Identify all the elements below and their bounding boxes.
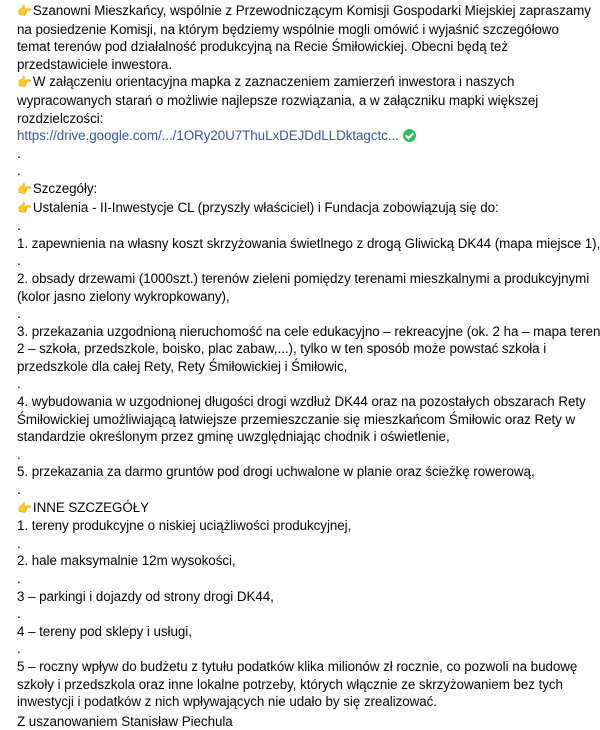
separator-dot-text: . <box>17 571 21 586</box>
separator-dot-text: . <box>17 535 21 551</box>
pointing-hand-icon: 👉 <box>17 500 32 515</box>
separator-dot-text: . <box>17 163 21 179</box>
details-heading <box>17 180 592 199</box>
separator-dot-text: . <box>17 306 21 322</box>
agreement-line <box>17 288 592 306</box>
pointing-hand-icon: 👉 <box>17 181 32 196</box>
agreement-line <box>17 463 592 481</box>
separator-dot <box>17 446 592 464</box>
separator-dot <box>17 570 592 588</box>
separator-dot <box>17 162 592 180</box>
intro-line <box>17 56 592 74</box>
other-line <box>17 676 592 694</box>
agreement-line-text: 1. zapewnienia na własny koszt skrzyżowania świetlnego z drogą Gliwicką DK44 (mapa miejsce 1), <box>17 235 600 251</box>
intro-line-text: W załączeniu orientacyjna mapka z zaznaczeniem zamierzeń inwestora i naszych <box>32 74 515 90</box>
intro-line-text: na posiedzenie Komisji, na którym będziemy wspólnie mogli omówić i wyjaśnić szczegółowo <box>17 21 559 37</box>
separator-dot <box>17 252 592 270</box>
pointing-hand-icon: 👉 <box>17 4 32 18</box>
agreement-line <box>17 411 592 429</box>
agreement-line-text: 3. przekazania uzgodnioną nieruchomość na cele edukacyjno – rekreacyjne (ok. 2 ha – mapa teren <box>17 323 600 339</box>
intro-line <box>17 21 592 39</box>
agreement-line-text: Śmiłowickiej umożliwiającą łatwiejsze przemieszczanie się mieszkańcom Śmiłowic oraz Rety w <box>17 411 576 427</box>
agreement-line-text: 2 – szkoła, przedszkole, boisko, plac zabaw,...), tylko w ten sposób może powstać szkoła i <box>17 341 547 357</box>
agreement-line-text: (kolor jasno zielony wykropkowany), <box>17 288 230 304</box>
other-line-text: 2. hale maksymalnie 12m wysokości, <box>17 553 236 569</box>
attachment-link-row <box>17 127 592 145</box>
other-line <box>17 552 592 570</box>
agreement-line-text: 4. wybudowania w uzgodnionej długości drogi wzdłuż DK44 oraz na pozostałych obszarach Rety <box>17 394 586 410</box>
other-line <box>17 693 592 711</box>
separator-dot <box>17 481 592 499</box>
intro-line <box>17 2 592 21</box>
separator-dot-text: . <box>17 446 21 462</box>
pointing-hand-icon: 👉 <box>17 200 32 215</box>
separator-dot <box>17 535 592 553</box>
separator-dot <box>17 605 592 623</box>
other-heading-text: INNE SZCZEGÓŁY <box>32 499 150 515</box>
separator-dot-text: . <box>17 253 21 269</box>
intro-line-text: przedstawiciele inwestora. <box>17 56 172 72</box>
other-line <box>17 517 592 535</box>
agreement-line <box>17 323 600 341</box>
attachment-link[interactable]: https://drive.google.com/.../1ORy20U7ThuLxDEJDdLLDktagctc... <box>17 128 399 144</box>
intro-line <box>17 110 592 128</box>
details-heading-text: Szczegóły: <box>32 180 98 196</box>
separator-dot-text: . <box>17 376 21 392</box>
separator-dot <box>17 217 592 235</box>
other-line <box>17 588 592 606</box>
signature-text: Z uszanowaniem Stanisław Piechula <box>17 713 233 729</box>
separator-dot <box>17 640 592 658</box>
agreement-line-text: 5. przekazania za darmo gruntów pod drogi uchwalone w planie oraz ścieżkę rowerową, <box>17 464 535 480</box>
agreement-line-text: 2. obsady drzewami (1000szt.) terenów zieleni pomiędzy terenami mieszkalnymi a produkcyjnymi <box>17 270 590 286</box>
intro-line <box>17 38 592 56</box>
separator-dot-text: . <box>17 218 21 234</box>
other-line-text: 5 – roczny wpływ do budżetu z tytułu podatków klika milionów zł rocznie, co pozwoli na budowę <box>17 658 578 674</box>
check-mark-icon <box>403 129 416 142</box>
agreement-line <box>17 428 592 446</box>
pointing-hand-icon: 👉 <box>17 75 32 90</box>
agreement-line <box>17 358 592 376</box>
signature <box>17 713 592 730</box>
other-line-text: 1. tereny produkcyjne o niskiej uciążliwości produkcyjnej, <box>17 518 352 534</box>
agreement-line-text: przedszkole dla całej Rety, Rety Śmiłowickiej i Śmiłowic, <box>17 358 348 374</box>
agreement-line <box>17 270 592 288</box>
other-line-text: szkoły i przedszkola oraz inne lokalne potrzeby, których włącznie ze skrzyżowaniem bez tych <box>17 676 563 692</box>
agreement-line <box>17 235 600 253</box>
agreements-intro-text: Ustalenia - II-Inwestycje CL (przyszły właściciel) i Fundacja zobowiązują się do: <box>32 199 499 215</box>
other-line <box>17 623 592 641</box>
other-line <box>17 658 592 676</box>
separator-dot-text: . <box>17 145 21 161</box>
agreements-intro <box>17 199 592 218</box>
separator-dot-text: . <box>17 606 21 622</box>
separator-dot-text: . <box>17 482 21 498</box>
other-heading <box>17 499 592 518</box>
intro-line <box>17 73 592 92</box>
separator-dot-text: . <box>17 641 21 657</box>
separator-dot <box>17 305 592 323</box>
separator-dot <box>17 145 592 163</box>
other-line-text: inwestycji i podatków z nich wpływających nie udało by się zrealizować. <box>17 694 437 710</box>
intro-line <box>17 92 592 110</box>
intro-line-text: wypracowanych starań o możliwie najlepsze rozwiązania, a w załączniku mapki większej <box>17 92 539 108</box>
intro-line-text: rozdzielczości: <box>17 110 104 126</box>
separator-dot <box>17 375 592 393</box>
intro-line-text: Szanowni Mieszkańcy, wspólnie z Przewodniczącym Komisji Gospodarki Miejskiej zapraszamy <box>32 3 591 18</box>
other-line-text: 3 – parkingi i dojazdy od strony drogi DK44, <box>17 588 274 604</box>
intro-line-text: temat terenów pod działalność produkcyjną na Recie Śmiłowickiej. Obecni będą też <box>17 39 508 55</box>
agreement-line-text: standardzie określonym przez gminę uwzględniając chodnik i oświetlenie, <box>17 429 450 445</box>
agreement-line <box>17 393 592 411</box>
other-line-text: 4 – tereny pod sklepy i usługi, <box>17 623 192 639</box>
agreement-line <box>17 340 592 358</box>
